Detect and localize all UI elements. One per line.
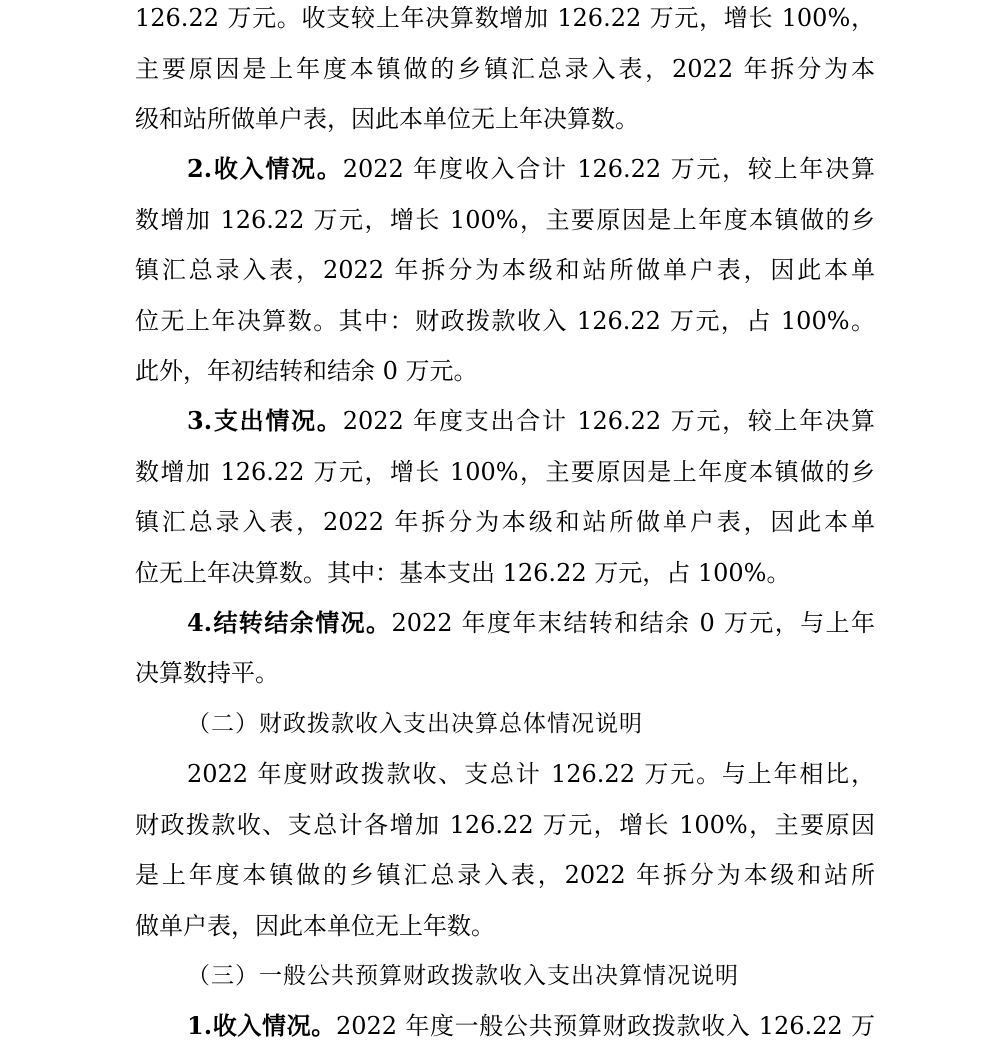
paragraph-line: 位无上年决算数。其中：基本支出 126.22 万元，占 100%。: [135, 559, 791, 587]
expense-heading: 3.支出情况。: [187, 406, 343, 435]
carryover-heading: 4.结转结余情况。: [187, 608, 392, 637]
expense-text: 2022 年度支出合计 126.22 万元，较上年决算: [342, 407, 875, 435]
income-heading: 2.收入情况。: [187, 154, 343, 183]
paragraph-line: 级和站所做单户表，因此本单位无上年决算数。: [135, 105, 639, 133]
paragraph-line: 2022 年度财政拨款收、支总计 126.22 万元。与上年相比，: [187, 760, 875, 788]
paragraph-line: 做单户表，因此本单位无上年数。: [135, 912, 495, 940]
paragraph-line: 财政拨款收、支总计各增加 126.22 万元，增长 100%，主要原因: [135, 811, 875, 839]
paragraph-line: 数增加 126.22 万元，增长 100%，主要原因是上年度本镇做的乡: [135, 206, 875, 234]
income-heading-line: [187, 152, 875, 186]
section-heading-general-budget: （三）一般公共预算财政拨款收入支出决算情况说明: [187, 963, 739, 989]
paragraph-line: 位无上年决算数。其中：财政拨款收入 126.22 万元，占 100%。: [135, 307, 875, 335]
paragraph-line: 主要原因是上年度本镇做的乡镇汇总录入表，2022 年拆分为本: [135, 55, 875, 83]
carryover-text: 2022 年度年末结转和结余 0 万元，与上年: [391, 609, 875, 637]
paragraph-line: 决算数持平。: [135, 659, 279, 687]
paragraph-line: 数增加 126.22 万元，增长 100%，主要原因是上年度本镇做的乡: [135, 458, 875, 486]
paragraph-line: 此外，年初结转和结余 0 万元。: [135, 357, 478, 385]
paragraph-line: 镇汇总录入表，2022 年拆分为本级和站所做单户表，因此本单: [135, 256, 875, 284]
paragraph-line: 镇汇总录入表，2022 年拆分为本级和站所做单户表，因此本单: [135, 508, 875, 536]
income-text: 2022 年度收入合计 126.22 万元，较上年决算: [342, 155, 875, 183]
gp-income-text: 2022 年度一般公共预算财政拨款收入 126.22 万: [335, 1012, 875, 1040]
gp-income-heading: 1.收入情况。: [187, 1011, 336, 1040]
paragraph-line: 是上年度本镇做的乡镇汇总录入表，2022 年拆分为本级和站所: [135, 861, 875, 889]
expense-heading-line: [187, 404, 875, 438]
section-heading-fiscal-overview: （二）财政拨款收入支出决算总体情况说明: [187, 711, 643, 737]
gp-income-heading-line: [187, 1009, 875, 1043]
paragraph-line: 126.22 万元。收支较上年决算数增加 126.22 万元，增长 100%，: [135, 4, 875, 32]
carryover-heading-line: [187, 606, 875, 640]
